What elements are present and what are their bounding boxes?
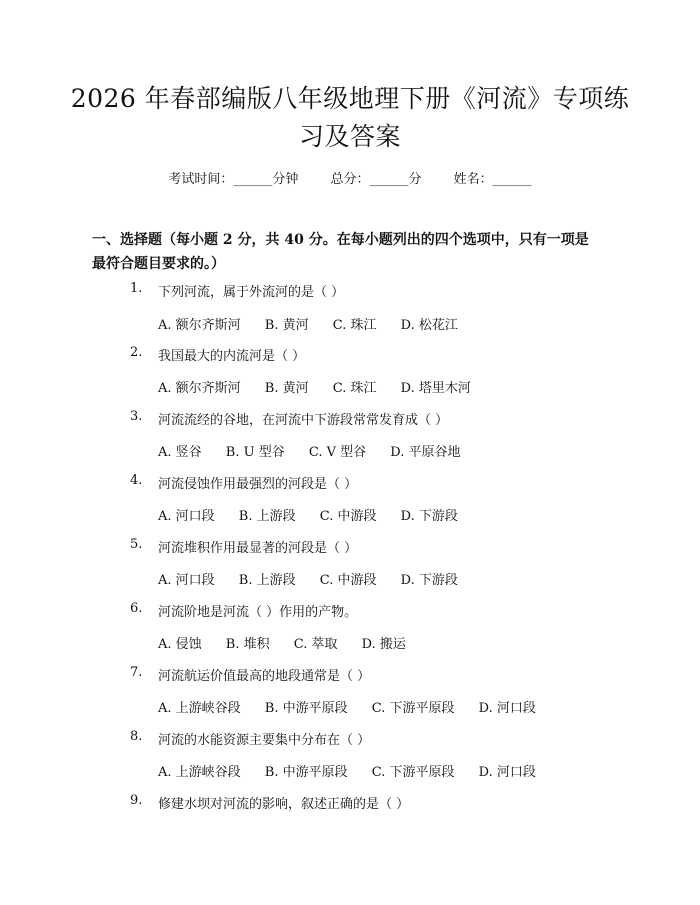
option-a: A. 竖谷 xyxy=(158,445,202,460)
option-a: A. 上游峡谷段 xyxy=(158,701,241,716)
option-d: D. 河口段 xyxy=(478,765,536,780)
question-8-options xyxy=(158,761,556,780)
question-text: 河流航运价值最高的地段通常是（ ） xyxy=(158,669,371,684)
question-number: 4. xyxy=(130,473,143,488)
exam-info-line xyxy=(0,168,700,187)
page-title: 2026 年春部编版八年级地理下册《河流》专项练习及答案 xyxy=(70,84,630,151)
option-d: D. 塔里木河 xyxy=(400,381,471,396)
option-c: C. 萃取 xyxy=(293,637,338,652)
option-c: C. 下游平原段 xyxy=(371,765,455,780)
question-number: 2. xyxy=(130,345,143,360)
question-1-options xyxy=(158,314,478,333)
question-4-options xyxy=(158,505,478,524)
option-b: B. 中游平原段 xyxy=(264,701,348,716)
question-text: 河流侵蚀作用最强烈的河段是（ ） xyxy=(158,477,358,492)
question-text: 下列河流，属于外流河的是（ ） xyxy=(158,285,345,300)
option-a: A. 河口段 xyxy=(158,573,215,588)
option-b: B. 黄河 xyxy=(264,381,309,396)
option-c: C. 珠江 xyxy=(332,318,377,333)
option-b: B. 黄河 xyxy=(264,318,309,333)
section-heading: 一、选择题（每小题 2 分，共 40 分。在每小题列出的四个选项中，只有一项是最符合题目要求的。） xyxy=(92,232,589,272)
option-c: C. 中游段 xyxy=(319,509,377,524)
option-a: A. 额尔齐斯河 xyxy=(158,381,241,396)
question-6-options xyxy=(158,633,426,652)
option-d: D. 搬运 xyxy=(361,637,406,652)
option-c: C. V 型谷 xyxy=(308,445,367,460)
question-number: 9. xyxy=(130,793,143,808)
student-name-field: 姓名：______ xyxy=(453,172,532,187)
option-b: B. 上游段 xyxy=(238,509,296,524)
option-c: C. 珠江 xyxy=(332,381,377,396)
option-d: D. 松花江 xyxy=(400,318,458,333)
question-number: 5. xyxy=(130,537,143,552)
question-text: 我国最大的内流河是（ ） xyxy=(158,349,306,364)
question-text: 河流堆积作用最显著的河段是（ ） xyxy=(158,541,358,556)
question-5-options xyxy=(158,569,478,588)
question-number: 8. xyxy=(130,729,143,744)
option-c: C. 中游段 xyxy=(319,573,377,588)
option-b: B. U 型谷 xyxy=(225,445,285,460)
question-7-options xyxy=(158,697,556,716)
question-2-options xyxy=(158,377,491,396)
option-a: A. 侵蚀 xyxy=(158,637,202,652)
exam-time-field: 考试时间：______分钟 xyxy=(168,172,299,187)
option-d: D. 下游段 xyxy=(400,573,458,588)
option-a: A. 上游峡谷段 xyxy=(158,765,241,780)
total-score-field: 总分：______分 xyxy=(330,172,422,187)
option-b: B. 上游段 xyxy=(238,573,296,588)
option-a: A. 河口段 xyxy=(158,509,215,524)
question-text: 修建水坝对河流的影响，叙述正确的是（ ） xyxy=(158,797,410,812)
question-number: 3. xyxy=(130,409,143,424)
question-number: 7. xyxy=(130,665,143,680)
question-number: 1. xyxy=(130,281,143,296)
question-text: 河流的水能资源主要集中分布在（ ） xyxy=(158,733,371,748)
option-d: D. 平原谷地 xyxy=(390,445,461,460)
question-text: 河流流经的谷地，在河流中下游段常常发育成（ ） xyxy=(158,413,449,428)
question-3-options xyxy=(158,441,481,460)
option-a: A. 额尔齐斯河 xyxy=(158,318,241,333)
question-number: 6. xyxy=(130,601,143,616)
question-text: 河流阶地是河流（ ）作用的产物。 xyxy=(158,605,358,620)
option-d: D. 下游段 xyxy=(400,509,458,524)
option-b: B. 堆积 xyxy=(225,637,270,652)
option-d: D. 河口段 xyxy=(478,701,536,716)
option-b: B. 中游平原段 xyxy=(264,765,348,780)
option-c: C. 下游平原段 xyxy=(371,701,455,716)
